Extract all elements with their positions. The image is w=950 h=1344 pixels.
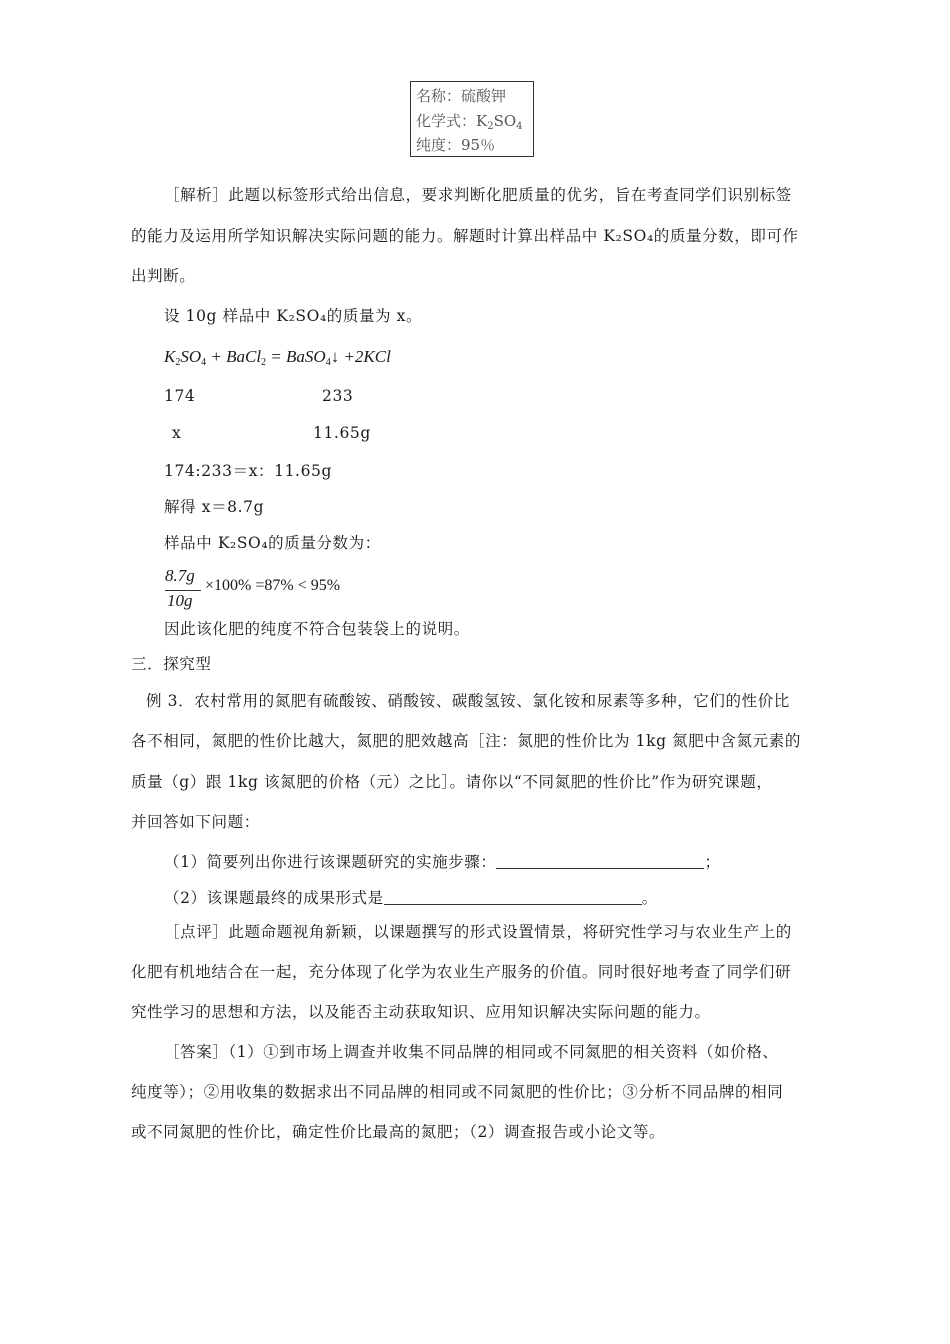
- question-line-4: 并回答如下问题：: [131, 813, 260, 831]
- fraction-numerator: 8.7g: [165, 566, 195, 585]
- answer-line-2: 纯度等）；②用收集的数据求出不同品牌的相同或不同氮肥的性价比；③分析不同品牌的相同: [131, 1083, 784, 1101]
- answer-line-1: ［答案］（1）①到市场上调查并收集不同品牌的相同或不同氮肥的相关资料（如价格、: [164, 1043, 779, 1061]
- question-line-1: 例 3．农村常用的氮肥有硫酸铵、硝酸铵、碳酸氢铵、氯化铵和尿素等多种，它们的性价比: [146, 692, 790, 710]
- analysis-line-1: ［解析］此题以标签形式给出信息，要求判断化肥质量的优劣，旨在考查同学们识别标签: [164, 186, 792, 204]
- ratio-line: 174:233＝x：11.65g: [164, 462, 333, 480]
- label-formula: 化学式：$K_2SO_4$: [416, 112, 523, 132]
- fraction-denominator: 10g: [167, 591, 193, 610]
- question-line-3: 质量（g）跟 1kg 该氮肥的价格（元）之比］。请你以“不同氮肥的性价比”作为研究课题，: [131, 773, 773, 791]
- comment-line-3: 究性学习的思想和方法，以及能否主动获取知识、应用知识解决实际问题的能力。: [131, 1003, 711, 1021]
- fraction-result: ×100% =87% < 95%: [205, 577, 341, 594]
- chemical-equation: $K_2SO_4$ + BaCl$_2$ = BaSO$_4$↓ +2KCl: [164, 347, 391, 368]
- fraction-label: 样品中 K₂SO₄的质量分数为：: [164, 534, 381, 552]
- comment-line-1: ［点评］此题命题视角新颖，以课题撰写的形式设置情景，将研究性学习与农业生产上的: [164, 923, 792, 941]
- answer-blank-1[interactable]: [496, 854, 704, 869]
- solution-set-line: 设 10g 样品中 K₂SO₄的质量为 x。: [164, 307, 423, 325]
- sub-question-1: （1）简要列出你进行该课题研究的实施步骤： ；: [164, 853, 721, 871]
- mass-right: 11.65g: [313, 424, 371, 442]
- result-line: 解得 x＝8.7g: [164, 498, 265, 516]
- analysis-line-3: 出判断。: [131, 267, 196, 285]
- answer-blank-2[interactable]: [384, 890, 642, 905]
- answer-line-3: 或不同氮肥的性价比，确定性价比最高的氮肥；（2）调查报告或小论文等。: [131, 1123, 666, 1141]
- section-heading: 三．探究型: [131, 655, 212, 673]
- molar-mass-left: 174: [164, 387, 196, 405]
- question-line-2: 各不相同，氮肥的性价比越大，氮肥的肥效越高［注：氮肥的性价比为 1kg 氮肥中含氮元素的: [131, 732, 801, 750]
- label-purity: 纯度：95％: [416, 136, 496, 154]
- analysis-line-2: 的能力及运用所学知识解决实际问题的能力。解题时计算出样品中 K₂SO₄的质量分数，即可作: [131, 227, 799, 245]
- conclusion-line: 因此该化肥的纯度不符合包装袋上的说明。: [164, 620, 470, 638]
- label-name: 名称：硫酸钾: [416, 87, 507, 105]
- product-label-box: [410, 81, 534, 157]
- sub-question-2: （2）该课题最终的成果形式是 。: [164, 889, 658, 907]
- mass-left: x: [172, 424, 182, 442]
- molar-mass-right: 233: [322, 387, 354, 405]
- comment-line-2: 化肥有机地结合在一起，充分体现了化学为农业生产服务的价值。同时很好地考查了同学们研: [131, 963, 792, 981]
